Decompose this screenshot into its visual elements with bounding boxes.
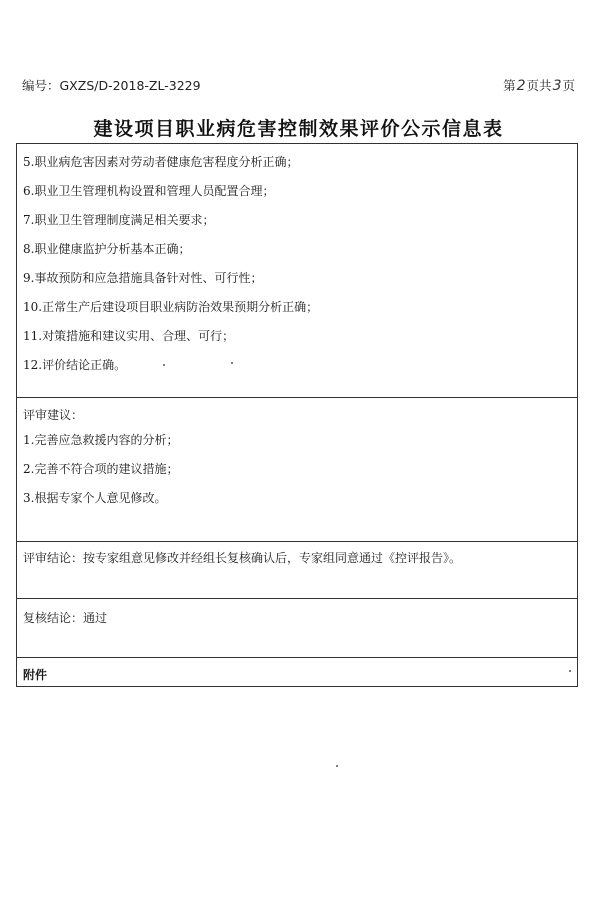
scan-speck bbox=[231, 362, 233, 364]
page-current: 2 bbox=[516, 78, 526, 94]
criteria-item: 10.正常生产后建设项目职业病防治效果预期分析正确； bbox=[23, 300, 319, 314]
evaluation-criteria-section bbox=[17, 144, 577, 398]
info-table bbox=[16, 143, 578, 687]
page-middle: 页共 bbox=[526, 78, 552, 93]
criteria-item: 6.职业卫生管理机构设置和管理人员配置合理； bbox=[23, 184, 275, 198]
page-indicator bbox=[503, 76, 575, 94]
criteria-item: 9.事故预防和应急措施具备针对性、可行性； bbox=[23, 271, 263, 285]
page-total: 3 bbox=[552, 78, 562, 94]
page-suffix: 页 bbox=[562, 78, 575, 93]
page-prefix: 第 bbox=[503, 78, 516, 93]
scan-speck bbox=[336, 765, 338, 767]
recheck-conclusion-text: 复核结论：通过 bbox=[23, 611, 108, 625]
criteria-item: 7.职业卫生管理制度满足相关要求； bbox=[23, 213, 215, 227]
attachment-section bbox=[17, 658, 577, 686]
criteria-item: 5.职业病危害因素对劳动者健康危害程度分析正确； bbox=[23, 155, 299, 169]
suggestions-label: 评审建议： bbox=[23, 408, 84, 422]
review-suggestions-section bbox=[17, 398, 577, 542]
suggestion-item: 3.根据专家个人意见修改。 bbox=[23, 491, 167, 505]
criteria-item: 8.职业健康监护分析基本正确； bbox=[23, 242, 191, 256]
recheck-conclusion-section bbox=[17, 599, 577, 658]
review-conclusion-section bbox=[17, 542, 577, 599]
scan-speck bbox=[163, 364, 165, 366]
attachment-label: 附件 bbox=[23, 668, 48, 682]
document-number: 编号：GXZS/D-2018-ZL-3229 bbox=[22, 78, 201, 93]
criteria-item: 11.对策措施和建议实用、合理、可行； bbox=[23, 329, 235, 343]
suggestion-item: 2.完善不符合项的建议措施； bbox=[23, 462, 179, 476]
scan-speck bbox=[569, 670, 571, 672]
suggestion-item: 1.完善应急救援内容的分析； bbox=[23, 433, 179, 447]
document-title: 建设项目职业病危害控制效果评价公示信息表 bbox=[93, 118, 504, 140]
page-header bbox=[22, 76, 575, 96]
review-conclusion-text: 评审结论：按专家组意见修改并经组长复核确认后，专家组同意通过《控评报告》。 bbox=[23, 551, 462, 565]
criteria-item: 12.评价结论正确。 bbox=[23, 358, 127, 372]
